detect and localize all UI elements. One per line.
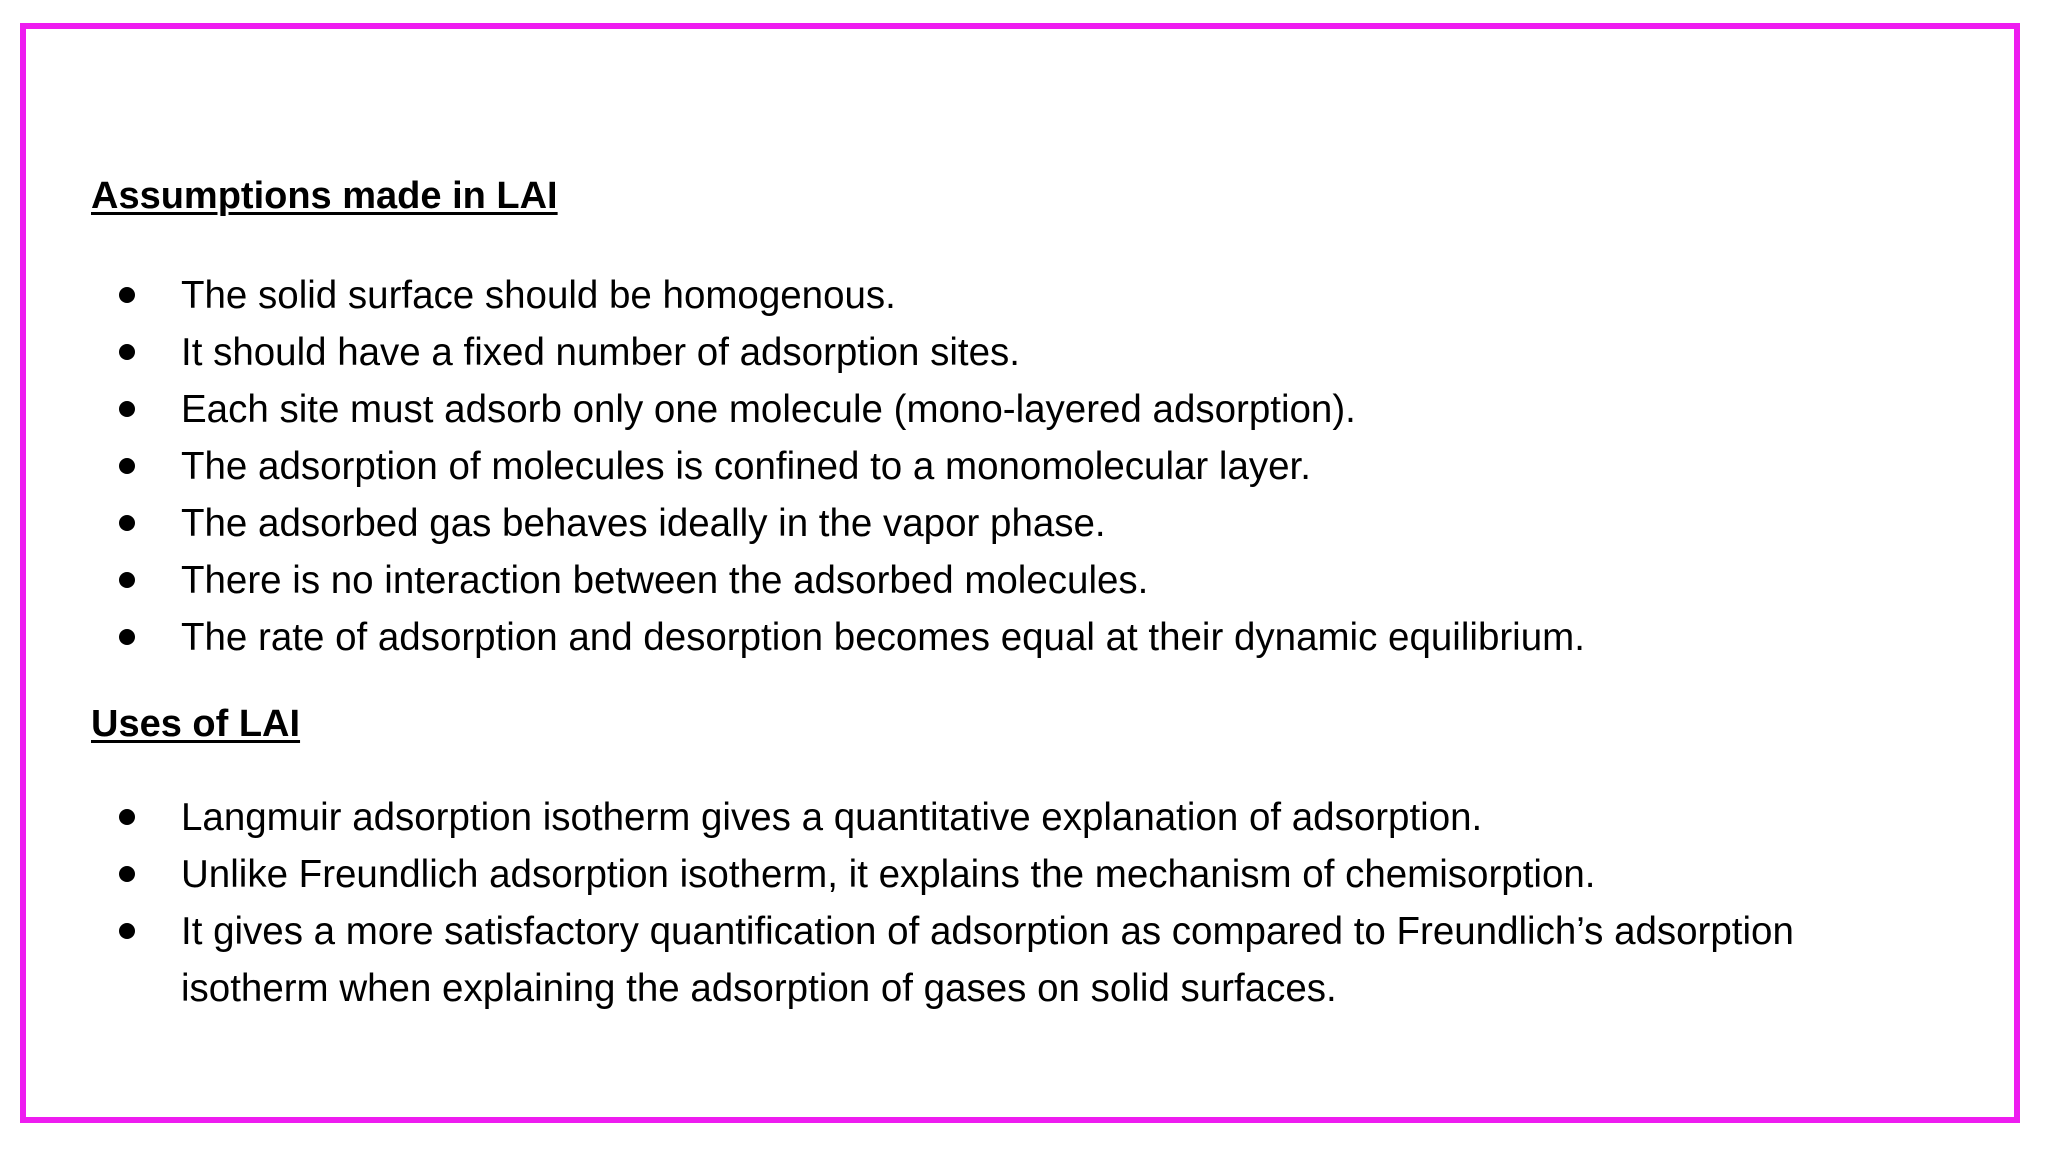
bullet-icon xyxy=(119,809,135,825)
list-item xyxy=(0,495,1921,552)
list-item-text: Unlike Freundlich adsorption isotherm, it explains the mechanism of chemisorption. xyxy=(181,853,1596,896)
bullet-icon xyxy=(119,287,135,303)
list-item-text: It gives a more satisfactory quantification of adsorption as compared to Freundlich’s adsorption isotherm when explaining the adsorption of gases on solid surfaces. xyxy=(181,910,1794,1010)
list-item-text: Langmuir adsorption isotherm gives a quantitative explanation of adsorption. xyxy=(181,796,1483,839)
list-item xyxy=(0,324,1921,381)
bullet-icon xyxy=(119,572,135,588)
list-item xyxy=(0,381,1921,438)
list-item-text: The adsorbed gas behaves ideally in the vapor phase. xyxy=(181,502,1106,545)
section-heading-uses: Uses of LAI xyxy=(91,703,301,745)
list-item-text: It should have a fixed number of adsorption sites. xyxy=(181,331,1020,374)
list-item-text: There is no interaction between the adsorbed molecules. xyxy=(181,559,1149,602)
list-item-text: Each site must adsorb only one molecule (mono-layered adsorption). xyxy=(181,388,1356,431)
list-item xyxy=(0,438,1921,495)
list-item xyxy=(0,552,1921,609)
list-item xyxy=(0,846,1921,903)
bullet-icon xyxy=(119,629,135,645)
list-item xyxy=(0,267,1921,324)
uses-list xyxy=(0,789,1921,1017)
list-item-text: The rate of adsorption and desorption becomes equal at their dynamic equilibrium. xyxy=(181,616,1585,659)
bullet-icon xyxy=(119,458,135,474)
list-item-text: The adsorption of molecules is confined to a monomolecular layer. xyxy=(181,445,1311,488)
bullet-icon xyxy=(119,515,135,531)
list-item xyxy=(0,609,1921,666)
bullet-icon xyxy=(119,344,135,360)
list-item xyxy=(0,903,1921,1017)
list-item-text: The solid surface should be homogenous. xyxy=(181,274,896,317)
section-heading-assumptions: Assumptions made in LAI xyxy=(91,175,558,217)
assumptions-list xyxy=(0,267,1921,666)
bullet-icon xyxy=(119,866,135,882)
bullet-icon xyxy=(119,401,135,417)
list-item xyxy=(0,789,1921,846)
bullet-icon xyxy=(119,923,135,939)
